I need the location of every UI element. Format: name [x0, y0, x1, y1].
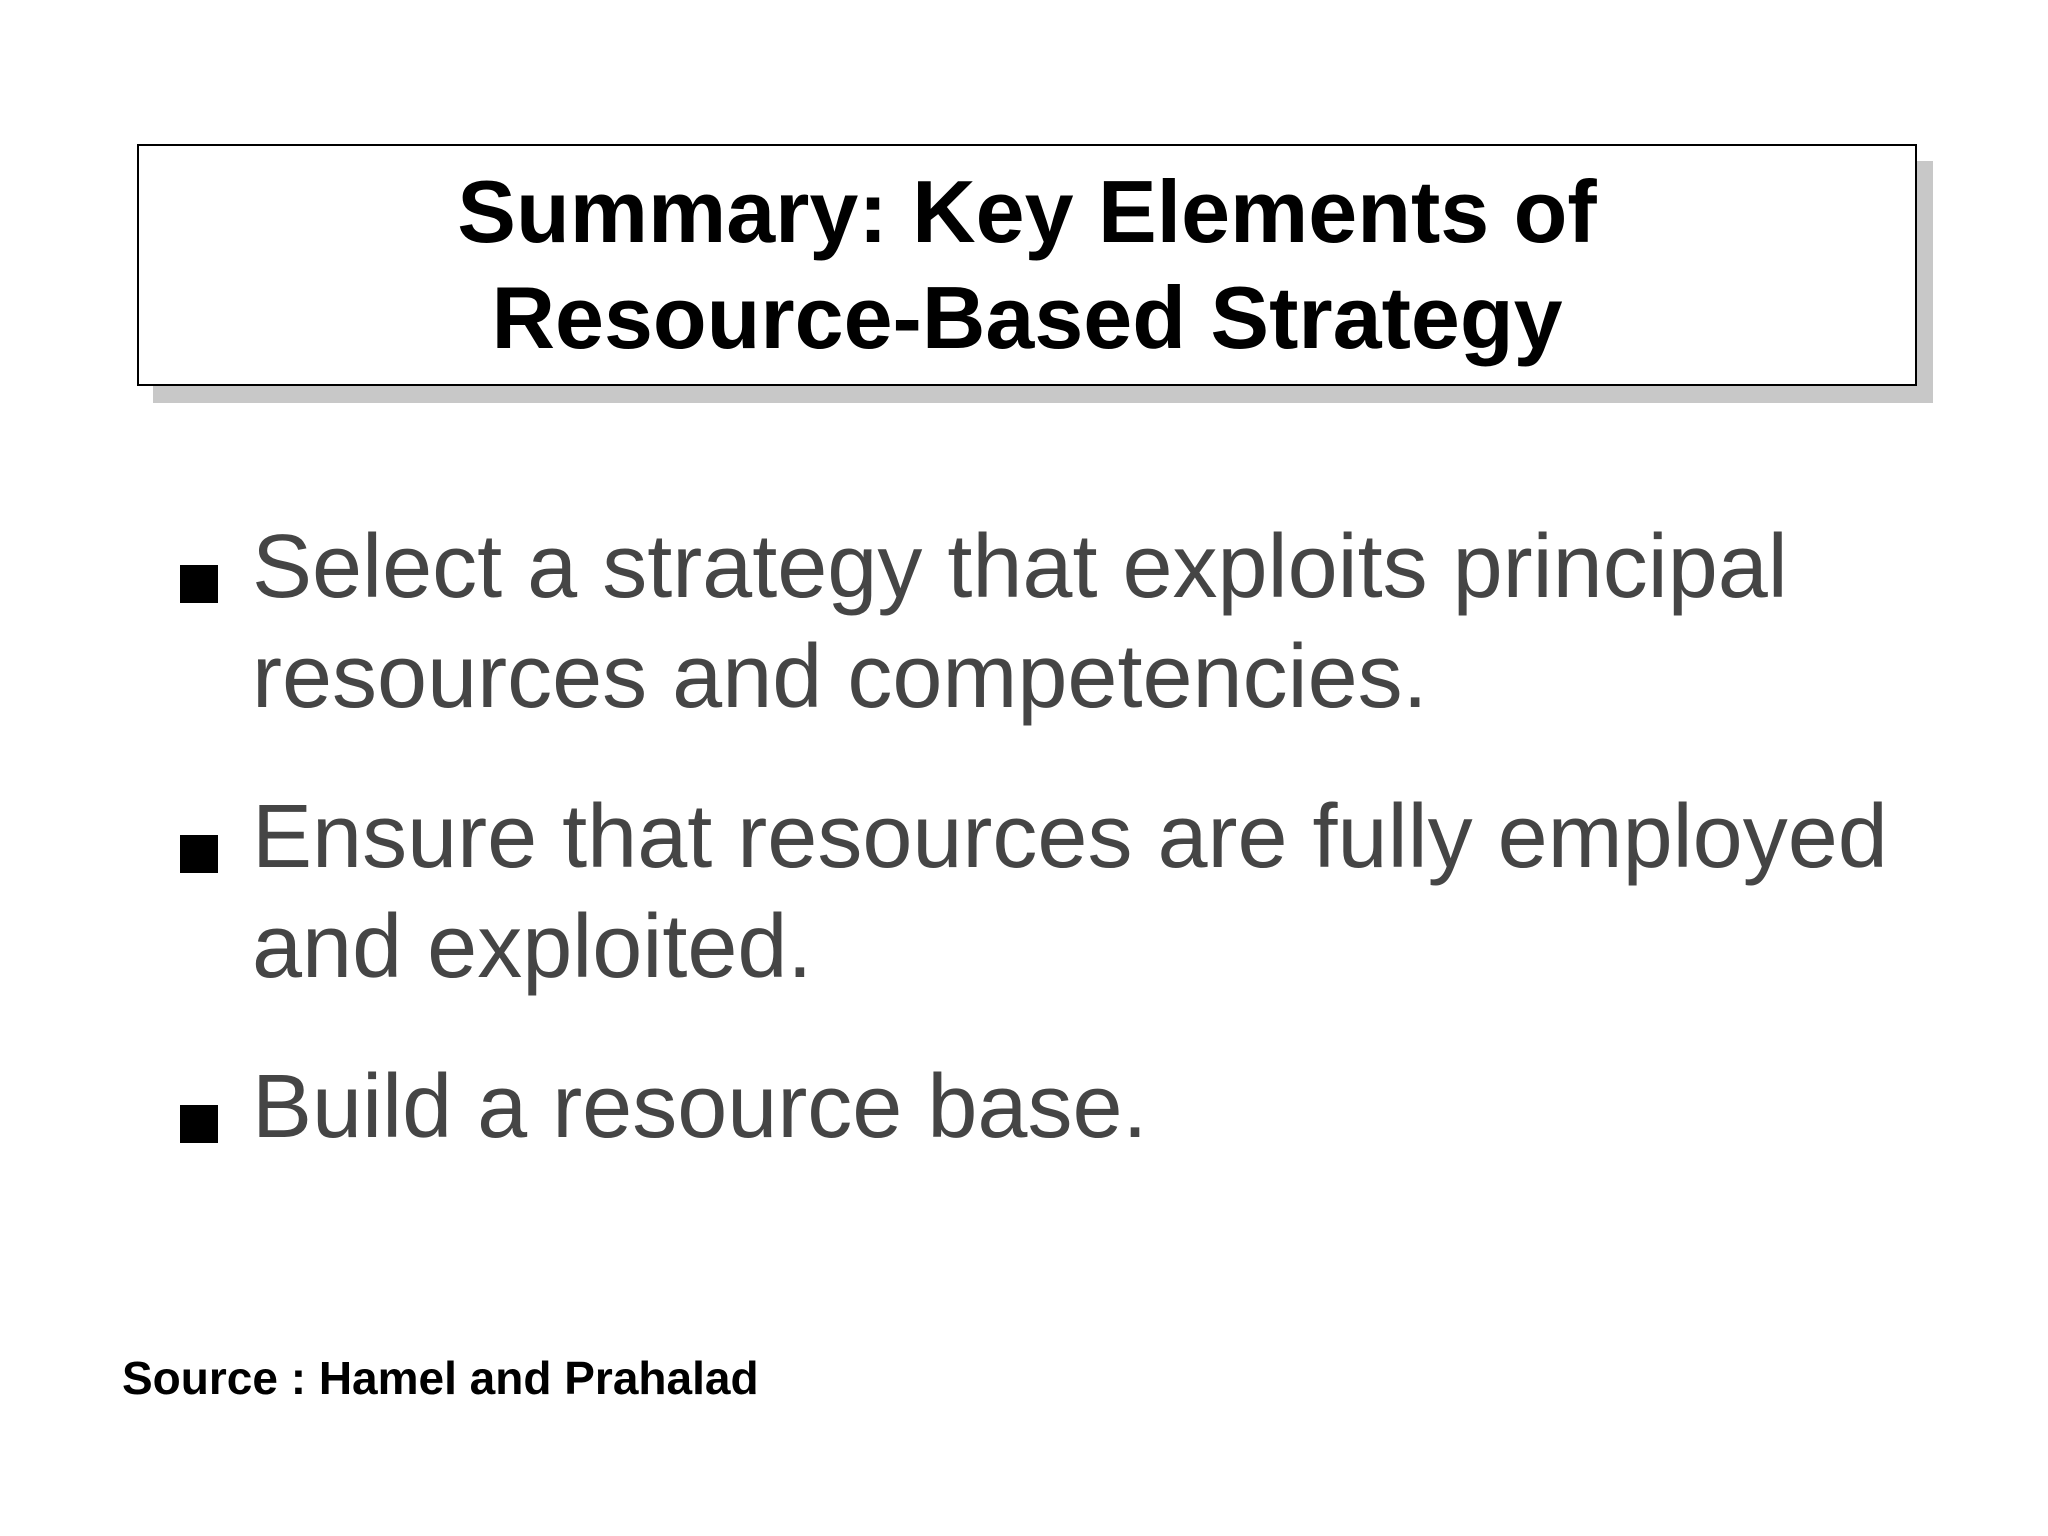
slide-title-line-1: Summary: Key Elements of [457, 162, 1597, 261]
bullet-item [176, 782, 1936, 1002]
bullet-item [176, 1052, 1936, 1162]
source-citation: Source : Hamel and Prahalad [122, 1352, 759, 1404]
square-bullet-icon [180, 835, 218, 873]
bullet-item [176, 512, 1936, 732]
square-bullet-icon [180, 1105, 218, 1143]
bullet-text: Build a resource base. [252, 1057, 1148, 1157]
slide-title-line-2: Resource-Based Strategy [491, 268, 1563, 367]
bullet-text: Select a strategy that exploits principal resources and competencies. [252, 517, 1788, 727]
bullet-list [176, 512, 1936, 1212]
square-bullet-icon [180, 565, 218, 603]
title-box [137, 144, 1917, 386]
bullet-text: Ensure that resources are fully employed and exploited. [252, 787, 1888, 997]
